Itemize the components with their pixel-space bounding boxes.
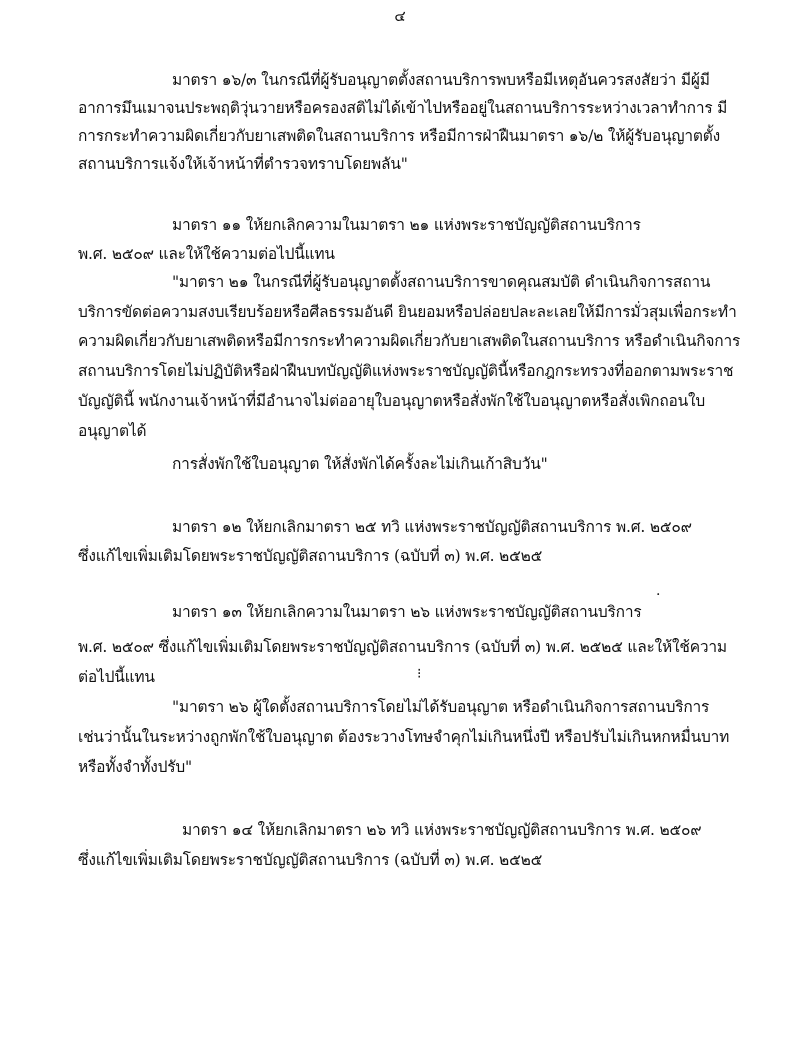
text-line: บริการขัดต่อความสงบเรียบร้อยหรือศีลธรรมอันดี ยินยอมหรือปล่อยปละละเลยให้มีการมั่วสุมเพื่อกระทำ (78, 303, 737, 321)
scan-speck: · (656, 587, 661, 603)
text-line: สถานบริการโดยไม่ปฏิบัติหรือฝ่าฝืนบทบัญญัติแห่งพระราชบัญญัตินี้หรือกฎกระทรวงที่ออกตามพระราช (78, 362, 734, 380)
text-line: อนุญาตได้ (78, 422, 147, 440)
text-line: "มาตรา ๒๖ ผู้ใดตั้งสถานบริการโดยไม่ได้รับอนุญาต หรือดำเนินกิจการสถานบริการ (172, 698, 710, 716)
text-line: บัญญัตินี้ พนักงานเจ้าหน้าที่มีอำนาจไม่ต่ออายุใบอนุญาตหรือสั่งพักใช้ใบอนุญาตหรือสั่งเพิกถอนใบ (78, 392, 706, 410)
text-line: การกระทำความผิดเกี่ยวกับยาเสพติดในสถานบริการ หรือมีการฝ่าฝืนมาตรา ๑๖/๒ ให้ผู้รับอนุญาตตั้ง (78, 127, 720, 145)
text-line: อาการมึนเมาจนประพฤติวุ่นวายหรือครองสติไม่ได้เข้าไปหรืออยู่ในสถานบริการระหว่างเวลาทำการ มี (78, 99, 728, 117)
text-line: มาตรา ๑๖/๓ ในกรณีที่ผู้รับอนุญาตตั้งสถานบริการพบหรือมีเหตุอันควรสงสัยว่า มีผู้มี (172, 71, 710, 89)
text-line: หรือทั้งจำทั้งปรับ" (78, 758, 192, 776)
scan-speck: ⁝ (417, 666, 422, 682)
text-line: ความผิดเกี่ยวกับยาเสพติดหรือมีการกระทำความผิดเกี่ยวกับยาเสพติดในสถานบริการ หรือดำเนินกิจการ (78, 332, 741, 350)
text-line: สถานบริการแจ้งให้เจ้าหน้าที่ตำรวจทราบโดยพลัน" (78, 155, 408, 173)
text-line: มาตรา ๑๔ ให้ยกเลิกมาตรา ๒๖ ทวิ แห่งพระราชบัญญัติสถานบริการ พ.ศ. ๒๕๐๙ (182, 821, 702, 839)
text-line: มาตรา ๑๒ ให้ยกเลิกมาตรา ๒๕ ทวิ แห่งพระราชบัญญัติสถานบริการ พ.ศ. ๒๕๐๙ (172, 518, 692, 536)
page-number: ๔ (394, 7, 406, 25)
text-line: "มาตรา ๒๑ ในกรณีที่ผู้รับอนุญาตตั้งสถานบริการขาดคุณสมบัติ ดำเนินกิจการสถาน (172, 273, 711, 291)
text-line: มาตรา ๑๓ ให้ยกเลิกความในมาตรา ๒๖ แห่งพระราชบัญญัติสถานบริการ (172, 603, 642, 621)
text-line: การสั่งพักใช้ใบอนุญาต ให้สั่งพักได้ครั้งละไม่เกินเก้าสิบวัน" (172, 455, 548, 473)
text-line: มาตรา ๑๑ ให้ยกเลิกความในมาตรา ๒๑ แห่งพระราชบัญญัติสถานบริการ (172, 216, 641, 234)
text-line: พ.ศ. ๒๕๐๙ ซึ่งแก้ไขเพิ่มเติมโดยพระราชบัญญัติสถานบริการ (ฉบับที่ ๓) พ.ศ. ๒๕๒๕ และให้ใช้ความ (78, 638, 727, 656)
text-line: ต่อไปนี้แทน (78, 668, 155, 686)
text-line: เช่นว่านั้นในระหว่างถูกพักใช้ใบอนุญาต ต้องระวางโทษจำคุกไม่เกินหนึ่งปี หรือปรับไม่เกินหกหมื่นบาท (78, 728, 730, 746)
text-line: พ.ศ. ๒๕๐๙ และให้ใช้ความต่อไปนี้แทน (78, 245, 335, 263)
text-line: ซึ่งแก้ไขเพิ่มเติมโดยพระราชบัญญัติสถานบริการ (ฉบับที่ ๓) พ.ศ. ๒๕๒๕ (78, 547, 543, 565)
text-line: ซึ่งแก้ไขเพิ่มเติมโดยพระราชบัญญัติสถานบริการ (ฉบับที่ ๓) พ.ศ. ๒๕๒๕ (78, 851, 543, 869)
